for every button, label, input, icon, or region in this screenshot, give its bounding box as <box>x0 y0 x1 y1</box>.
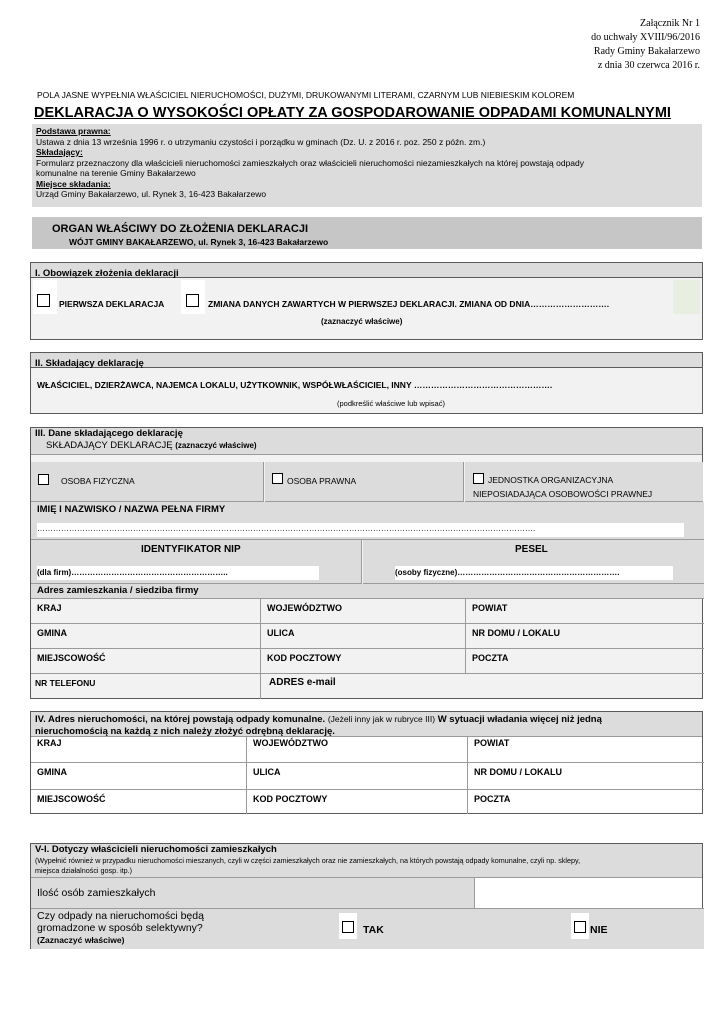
section-2-heading: II. Składający deklarację <box>35 358 144 369</box>
section-5-note-1: (Wypełnić również w przypadku nieruchomości mieszanych, czyli w części zamieszkałych oraz nie zamieszkałych, na których powstają odpady komunalne, czyli np. sklepy, <box>35 855 581 865</box>
section-5-header <box>31 844 702 878</box>
email-label: ADRES e-mail <box>269 677 336 688</box>
pesel-cell <box>363 540 704 584</box>
nip-field[interactable] <box>37 566 319 580</box>
voivodeship-label: WOJEWÓDZTWO <box>267 603 342 613</box>
prop-voivodeship-label: WOJEWÓDZTWO <box>253 738 328 748</box>
filer-sub-heading: SKŁADAJĄCY DEKLARACJĘ <box>46 440 173 451</box>
selective-question-2: gromadzone w sposób selektywny? <box>37 922 203 934</box>
section-1-note: (zaznaczyć właściwe) <box>321 317 403 326</box>
prop-town-field[interactable] <box>31 790 247 814</box>
annex-line-2: do uchwały XVIII/96/2016 <box>591 32 700 43</box>
prop-voivodeship-field[interactable] <box>247 737 468 763</box>
section-4-heading-b: (Jeżeli inny jak w rubryce III) <box>327 714 436 724</box>
address-heading-cell <box>31 584 704 599</box>
country-field[interactable] <box>31 599 261 624</box>
address-heading: Adres zamieszkania / siedziba firmy <box>37 585 199 596</box>
place-text: Urząd Gminy Bakałarzewo, ul. Rynek 3, 16-423 Bakałarzewo <box>36 189 267 199</box>
full-name-label: IMIĘ I NAZWISKO / NAZWA PEŁNA FIRMY <box>37 504 226 515</box>
first-declaration-checkbox[interactable] <box>37 294 50 307</box>
basis-text: Ustawa z dnia 13 września 1996 r. o utrzymaniu czystości i porządku w gminach (Dz. U. z 2016 r. poz. 250 z późn. zm.) <box>36 136 486 147</box>
street-label: ULICA <box>267 628 295 638</box>
section-3-header <box>31 428 702 455</box>
section-4-header <box>31 712 702 737</box>
street-field[interactable] <box>261 624 466 649</box>
prop-district-label: POWIAT <box>474 738 510 748</box>
selective-question-row <box>31 909 704 949</box>
selective-question-3: (Zaznaczyć właściwe) <box>37 935 125 945</box>
entity-physical-cell <box>31 462 264 502</box>
organ-block <box>32 217 702 249</box>
voivodeship-field[interactable] <box>261 599 466 624</box>
section-4-heading-a: IV. Adres nieruchomości, na której powstają odpady komunalne. <box>35 714 326 725</box>
prop-town-label: MIEJSCOWOŚĆ <box>37 794 106 804</box>
selective-yes-label: TAK <box>363 924 384 936</box>
prop-post-office-label: POCZTA <box>474 794 511 804</box>
commune-label: GMINA <box>37 628 67 638</box>
section-5-note-2: miejsca działalności gosp. itp.) <box>35 866 133 875</box>
prop-commune-field[interactable] <box>31 763 247 790</box>
section-5-heading: V-I. Dotyczy właścicieli nieruchomości zamieszkałych <box>35 844 277 855</box>
house-number-field[interactable] <box>466 624 704 649</box>
pesel-field[interactable] <box>395 566 673 580</box>
org-unit-checkbox[interactable] <box>473 473 484 484</box>
prop-house-number-label: NR DOMU / LOKALU <box>474 767 562 777</box>
prop-country-label: KRAJ <box>37 738 62 748</box>
phone-field[interactable] <box>31 674 261 699</box>
section-4 <box>30 711 703 814</box>
email-field[interactable] <box>261 674 704 699</box>
selective-yes-checkbox[interactable] <box>342 921 354 933</box>
section-5 <box>30 843 703 949</box>
commune-field[interactable] <box>31 624 261 649</box>
filer-text-2: komunalne na terenie Gminy Bakałarzewo <box>36 168 196 178</box>
prop-country-field[interactable] <box>31 737 247 763</box>
section-1 <box>30 262 703 340</box>
date-field-shade <box>673 280 700 314</box>
country-label: KRAJ <box>37 603 62 613</box>
filer-label: Składający: <box>36 147 83 157</box>
prop-house-number-field[interactable] <box>468 763 704 790</box>
legal-basis-block <box>32 124 702 207</box>
entity-org-cell <box>465 462 703 502</box>
annex-line-1: Załącznik Nr 1 <box>640 18 700 29</box>
phone-label: NR TELEFONU <box>35 678 96 688</box>
form-title: DEKLARACJA O WYSOKOŚCI OPŁATY ZA GOSPODAROWANIE ODPADAMI KOMUNALNYMI <box>34 105 671 121</box>
post-office-field[interactable] <box>466 649 704 674</box>
basis-label: Podstawa prawna: <box>36 126 111 136</box>
section-3 <box>30 427 703 699</box>
pesel-line: (osoby fizyczne)……………………………………………………. <box>395 568 620 577</box>
selective-no-checkbox[interactable] <box>574 921 586 933</box>
full-name-cell <box>31 502 704 540</box>
annex-line-4: z dnia 30 czerwca 2016 r. <box>597 60 700 71</box>
nip-line: (dla firm)………………………………………………….. <box>37 568 228 577</box>
district-field[interactable] <box>466 599 704 624</box>
entity-legal-cell <box>265 462 464 502</box>
residents-count-field[interactable] <box>475 878 704 909</box>
postal-code-field[interactable] <box>261 649 466 674</box>
filer-sub-note: (zaznaczyć właściwe) <box>175 441 257 450</box>
section-2 <box>30 352 703 414</box>
district-label: POWIAT <box>472 603 508 613</box>
place-label: Miejsce składania: <box>36 178 111 189</box>
fill-instruction: POLA JASNE WYPEŁNIA WŁAŚCICIEL NIERUCHOMOŚCI, DUŻYMI, DRUKOWANYMI LITERAMI, CZARNYM LUB NIEBIESKIM KOLOREM <box>37 90 575 100</box>
nip-cell <box>31 540 362 584</box>
section-2-header <box>31 353 702 368</box>
filer-type-line[interactable]: WŁAŚCICIEL, DZIERŻAWCA, NAJEMCA LOKALU, UŻYTKOWNIK, WSPÓŁWŁAŚCICIEL, INNY …………………………………………. <box>37 380 553 390</box>
residents-label-cell <box>31 878 475 909</box>
section-4-heading-c: W sytuacji władania więcej niż jedną <box>437 714 602 725</box>
prop-post-office-field[interactable] <box>468 790 704 814</box>
town-field[interactable] <box>31 649 261 674</box>
prop-street-label: ULICA <box>253 767 281 777</box>
physical-person-checkbox[interactable] <box>38 474 49 485</box>
house-number-label: NR DOMU / LOKALU <box>472 628 560 638</box>
physical-person-label: OSOBA FIZYCZNA <box>61 476 135 486</box>
annex-header <box>591 17 700 73</box>
selective-no-label: NIE <box>590 924 608 936</box>
first-declaration-label: PIERWSZA DEKLARACJA <box>59 299 165 309</box>
full-name-field[interactable] <box>37 523 684 537</box>
org-unit-label-2: NIEPOSIADAJĄCA OSOBOWOŚCI PRAWNEJ <box>473 489 653 499</box>
prop-postal-code-field[interactable] <box>247 790 468 814</box>
organ-heading: ORGAN WŁAŚCIWY DO ZŁOŻENIA DEKLARACJI <box>52 223 309 235</box>
full-name-dots: ……………………………………………………………………………………………………………………………………………………………………. <box>37 524 536 533</box>
post-office-label: POCZTA <box>472 653 509 663</box>
section-2-note: (podkreślić właściwe lub wpisać) <box>337 399 445 408</box>
org-unit-label-1: JEDNOSTKA ORGANIZACYJNA <box>488 475 614 485</box>
section-4-heading-d: nieruchomością na każdą z nich należy złożyć odrębną deklarację. <box>35 726 335 737</box>
legal-person-label: OSOBA PRAWNA <box>287 476 357 486</box>
filer-text-1: Formularz przeznaczony dla właścicieli nieruchomości zamieszkałych oraz właścicieli nieruchomości niezamieszkałych na której powstają odpady <box>36 157 585 168</box>
section-1-header <box>31 263 702 278</box>
pesel-label: PESEL <box>515 544 548 555</box>
organ-address: WÓJT GMINY BAKAŁARZEWO, ul. Rynek 3, 16-423 Bakałarzewo <box>69 237 329 247</box>
town-label: MIEJSCOWOŚĆ <box>37 653 106 663</box>
section-3-heading: III. Dane składającego deklarację <box>35 428 183 439</box>
section-1-heading: I. Obowiązek złożenia deklaracji <box>35 268 179 279</box>
residents-label: Ilość osób zamieszkałych <box>37 887 156 899</box>
nip-label: IDENTYFIKATOR NIP <box>141 544 241 555</box>
postal-code-label: KOD POCZTOWY <box>267 653 342 663</box>
change-declaration-checkbox[interactable] <box>186 294 199 307</box>
prop-district-field[interactable] <box>468 737 704 763</box>
prop-street-field[interactable] <box>247 763 468 790</box>
annex-line-3: Rady Gminy Bakałarzewo <box>593 46 700 57</box>
prop-commune-label: GMINA <box>37 767 67 777</box>
prop-postal-code-label: KOD POCZTOWY <box>253 794 328 804</box>
legal-person-checkbox[interactable] <box>272 473 283 484</box>
change-declaration-label: ZMIANA DANYCH ZAWARTYCH W PIERWSZEJ DEKLARACJI. ZMIANA OD DNIA………………………. <box>208 299 610 309</box>
selective-question-1: Czy odpady na nieruchomości będą <box>37 910 204 922</box>
